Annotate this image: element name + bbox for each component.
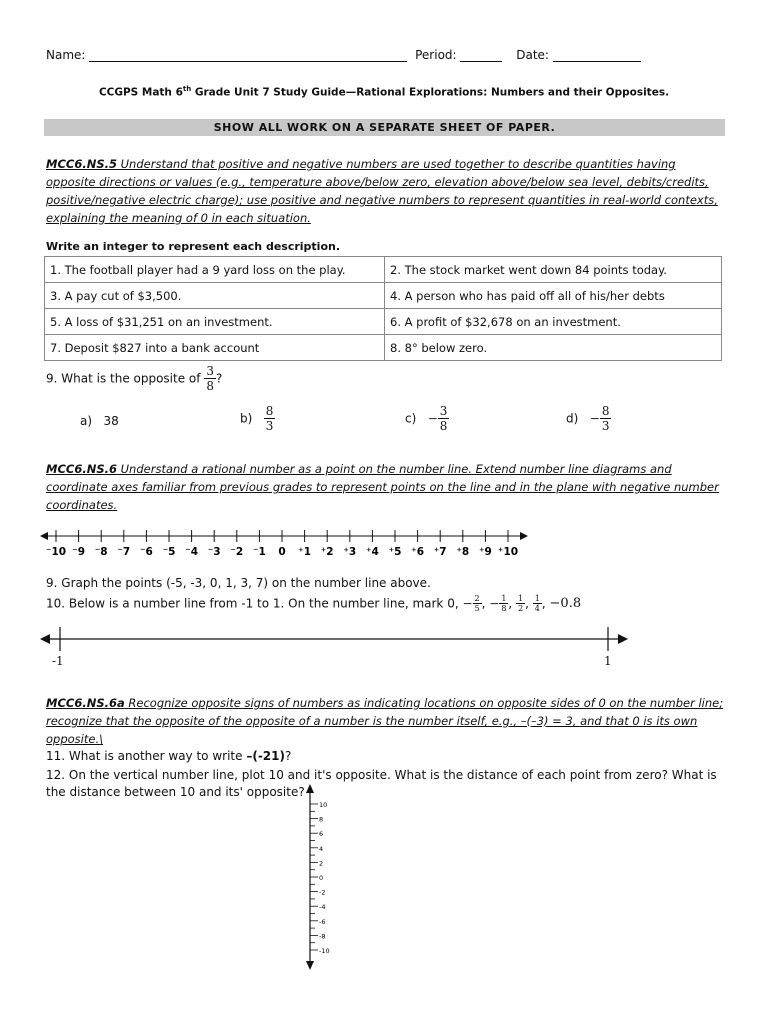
table-cell: 8. 8° below zero. <box>385 335 722 361</box>
period-label: Period: <box>415 48 457 62</box>
number-line-label: ⁻1 <box>252 546 266 558</box>
q9-prefix: 9. What is the opposite of <box>46 371 205 386</box>
choice-a-value: 38 <box>103 414 119 428</box>
number-line-label: 0 <box>278 546 286 558</box>
vertical-label: 2 <box>319 859 324 868</box>
standard-ns6a <box>46 694 736 748</box>
table-cell: 4. A person who has paid off all of his/her debts <box>385 283 722 309</box>
vertical-label: -8 <box>319 932 326 941</box>
date-field[interactable] <box>553 50 641 62</box>
choice-d-label: d) <box>566 411 579 426</box>
table-row <box>45 257 722 283</box>
header-row <box>46 48 641 62</box>
table-row <box>45 283 722 309</box>
arrow-up-icon <box>306 784 314 793</box>
integer-number-line <box>40 526 530 560</box>
standard-text: Recognize opposite signs of numbers as indicating locations on opposite sides of 0 on the number line; recognize that the opposite of the opposite of a number is the number itself, e.g., –(–3) = 3, and that 0 is its own opposite.\ <box>46 696 724 746</box>
number-line-label: ⁻3 <box>207 546 221 558</box>
choice-b-fraction <box>264 404 276 433</box>
unit-line-right-label: 1 <box>604 654 612 668</box>
standard-code: MCC6.NS.6a <box>46 696 125 710</box>
number-line-label: ⁺4 <box>365 546 379 558</box>
number-line-label: ⁻5 <box>162 546 176 558</box>
choice-a-label: a) <box>80 414 93 428</box>
vertical-label: -2 <box>319 888 326 897</box>
number-line-label: ⁺7 <box>433 546 447 558</box>
name-field[interactable] <box>89 50 407 62</box>
number-line-label: ⁻6 <box>139 546 153 558</box>
q10-f1-den: 5 <box>474 604 480 613</box>
standard-code: MCC6.NS.6 <box>46 462 117 476</box>
q10-prefix: 10. Below is a number line from -1 to 1. On the number line, mark 0, <box>46 596 463 611</box>
choice-a[interactable] <box>80 414 119 428</box>
question-12: 12. On the vertical number line, plot 10 and it's opposite. What is the distance of each point from zero? What is the distance between 10 and its' opposite? <box>46 768 717 799</box>
q11-suffix: ? <box>284 749 292 763</box>
number-line-label: ⁻4 <box>185 546 199 558</box>
choice-d-den: 3 <box>601 419 610 433</box>
q10-frac-1 <box>473 594 482 613</box>
q10-sign-1: − <box>462 596 473 611</box>
choice-c-fraction <box>438 404 450 433</box>
vertical-label: 0 <box>319 874 324 882</box>
standard-text: Understand a rational number as a point on the number line. Extend number line diagrams and coordinate axes familiar from previous grades to represent points on the line and in the plane with negative number coordinates. <box>46 462 719 512</box>
choice-b-num: 8 <box>265 404 274 418</box>
question-9-graph: 9. Graph the points (-5, -3, 0, 1, 3, 7) on the number line above. <box>46 576 431 590</box>
unit-number-line <box>38 625 634 655</box>
instruction-text: Write an integer to represent each description. <box>46 240 341 253</box>
table-row <box>45 335 722 361</box>
choice-c-num: 3 <box>439 404 448 418</box>
q10-frac-4 <box>533 594 542 613</box>
choice-b[interactable] <box>240 404 275 433</box>
standard-ns6 <box>46 460 726 514</box>
title-pre: CCGPS Math 6 <box>98 86 183 99</box>
choice-b-label: b) <box>240 411 253 426</box>
q10-frac-3 <box>516 594 525 613</box>
title-post: Grade Unit 7 Study Guide—Rational Explorations: Numbers and their Opposites. <box>191 86 670 99</box>
q10-last-value: −0.8 <box>549 596 582 611</box>
unit-line-left-label: -1 <box>52 654 64 668</box>
arrow-down-icon <box>306 961 314 970</box>
number-line-label: ⁺2 <box>320 546 334 558</box>
standard-code: MCC6.NS.5 <box>46 157 117 171</box>
q11-prefix: 11. What is another way to write <box>46 749 247 763</box>
number-line-label: ⁺3 <box>343 546 357 558</box>
number-line-label: ⁻10 <box>45 546 67 558</box>
table-cell: 6. A profit of $32,678 on an investment. <box>385 309 722 335</box>
q10-f1-num: 2 <box>474 594 480 603</box>
table-cell: 7. Deposit $827 into a bank account <box>45 335 385 361</box>
choice-c-den: 8 <box>439 419 448 433</box>
number-line-label: ⁻2 <box>230 546 244 558</box>
choice-d-sign: − <box>589 411 600 426</box>
q10-f2-den: 8 <box>501 604 507 613</box>
q10-f4-num: 1 <box>534 594 540 603</box>
period-field[interactable] <box>460 50 502 62</box>
number-line-label: ⁻7 <box>117 546 131 558</box>
number-line-label: ⁺5 <box>388 546 402 558</box>
q9-suffix: ? <box>215 371 223 386</box>
number-line-label: ⁺6 <box>411 546 425 558</box>
q10-f2-num: 1 <box>501 594 507 603</box>
q10-f3-num: 1 <box>518 594 524 603</box>
vertical-number-line <box>298 784 338 972</box>
number-line-label: ⁺1 <box>298 546 312 558</box>
vertical-label: 8 <box>319 815 324 824</box>
instruction-banner: SHOW ALL WORK ON A SEPARATE SHEET OF PAPER. <box>44 119 725 136</box>
vertical-label: -4 <box>319 903 326 912</box>
vertical-label: 4 <box>319 844 324 853</box>
table-cell: 2. The stock market went down 84 points today. <box>385 257 722 283</box>
question-9-opposite <box>46 364 222 393</box>
number-line-label: ⁻8 <box>94 546 108 558</box>
vertical-label: -6 <box>319 917 326 926</box>
q9-num: 3 <box>206 364 214 378</box>
table-cell: 3. A pay cut of $3,500. <box>45 283 385 309</box>
page-title <box>0 85 768 99</box>
choice-c-sign: − <box>427 411 438 426</box>
choice-d-num: 8 <box>601 404 610 418</box>
q10-f4-den: 4 <box>534 604 540 613</box>
choice-b-den: 3 <box>265 419 274 433</box>
arrow-left-icon <box>40 634 50 644</box>
arrow-left-icon <box>40 532 48 540</box>
choice-d[interactable] <box>566 404 611 433</box>
arrow-right-icon <box>618 634 628 644</box>
standard-ns5 <box>46 155 726 227</box>
question-10: 10. Below is a number line from -1 to 1. On the number line, mark 0, − $\frac{2}{5}$ , − $\frac{1}{8}$ , $\frac{1}{2}$ , $\frac{1}{4}$ , −0.8 <box>46 594 582 613</box>
description-table <box>44 256 722 361</box>
table-cell: 1. The football player had a 9 yard loss on the play. <box>45 257 385 283</box>
choice-c[interactable] <box>405 404 449 433</box>
q9-fraction <box>204 364 216 393</box>
standard-text: Understand that positive and negative numbers are used together to describe quantities having opposite directions or values (e.g., temperature above/below zero, elevation above/below sea level, debits/credits, positive/negative electric charge); use positive and negative numbers to represent quantities in real-world contexts, explaining the meaning of 0 in each situation. <box>46 157 718 225</box>
vertical-label: 10 <box>319 801 328 809</box>
table-row <box>45 309 722 335</box>
choice-d-fraction <box>600 404 612 433</box>
name-label: Name: <box>46 48 86 62</box>
vertical-label: -10 <box>319 947 330 955</box>
title-sup: th <box>182 85 192 93</box>
number-line-label: ⁻9 <box>72 546 86 558</box>
number-line-label: ⁺10 <box>497 546 519 558</box>
question-11 <box>46 749 291 763</box>
number-line-label: ⁺9 <box>478 546 492 558</box>
choice-c-label: c) <box>405 411 417 426</box>
date-label: Date: <box>516 48 549 62</box>
vertical-label: 6 <box>319 830 324 839</box>
table-cell: 5. A loss of $31,251 on an investment. <box>45 309 385 335</box>
q11-expression: –(-21) <box>246 749 285 763</box>
q9-den: 8 <box>206 379 214 393</box>
q10-sign-2: − <box>489 596 500 611</box>
number-line-label: ⁺8 <box>456 546 470 558</box>
arrow-right-icon <box>520 532 528 540</box>
q10-f3-den: 2 <box>518 604 524 613</box>
